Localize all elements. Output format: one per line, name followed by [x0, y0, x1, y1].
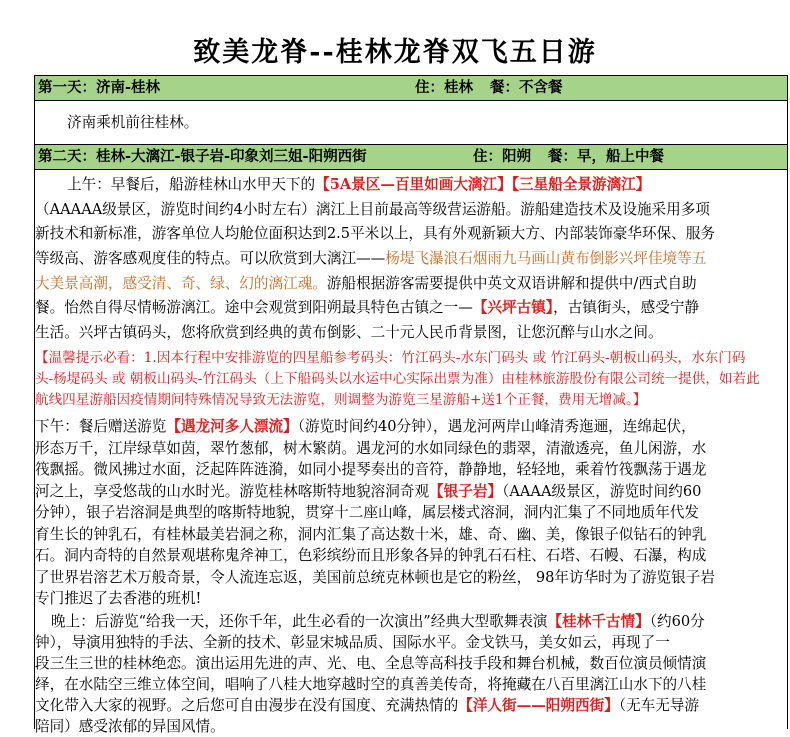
highlight-three-star-cruise: 【三星船全景游漓江】: [511, 176, 651, 193]
warning-line-2: 头-杨堤码头 或 朝板山码头-竹江码头（上下船码头以水运中心实际出票为准）由桂林旅游股份有限公司统一提供，如若此: [35, 371, 760, 387]
evening-line-5-text: 文化带入大家的视野。之后您可自由漫步在没有国度、充满热情的: [35, 697, 459, 714]
highlight-yulong-rafting: 【遇龙河多人漂流】: [166, 418, 298, 435]
morning-line-6-text: 餐。怡然自得尽情畅游漓江。途中会观赏到阳朔最具特色古镇之一—: [35, 299, 473, 316]
highlight-guilin-show: 【桂林千古情】: [547, 613, 650, 630]
evening-line-4: 绎，在水陆空三维立体空间，唱响了八桂大地穿越时空的真善美传奇，将掩藏在八百里漓江山水下的八桂: [35, 676, 707, 693]
evening-line-1: [51, 611, 705, 632]
day2-meals: 餐：早，船上中餐: [548, 149, 664, 165]
morning-line-4-text: 等级高、游客感观度佳的特点。可以欣赏到大漓江——: [35, 250, 386, 267]
afternoon-line-1: [35, 416, 696, 437]
evening-line-5: [35, 695, 699, 716]
afternoon-line-5: 分钟），银子岩溶洞是典型的喀斯特地貌，贯穿十二座山峰，属层楼式溶洞，洞内汇集了不同地质年代发: [35, 504, 700, 521]
evening-intro: 晚上：后游览“给我一天，还你千年，此生必看的一次演出”经典大型歌舞表演: [51, 613, 548, 630]
scenic-highlights-end: 大美景高潮，感受清、奇、绿、幻的漓江魂。: [35, 275, 327, 292]
morning-line-2: （AAAAA级景区，游览时间约4小时左右）漓江上目前最高等级营运游船。游船建造技术及设施采用多项: [35, 201, 710, 218]
morning-line-5-text: 游船根据游客需要提供中英文双语讲解和提供中/西式自助: [326, 275, 697, 292]
highlight-silver-cave: 【银子岩】: [429, 483, 503, 500]
day1-stay: 住：桂林: [415, 80, 473, 96]
highlight-xingping: 【兴坪古镇】: [472, 299, 554, 316]
warning-line-3: 航线四星游船因疫情期间特殊情况导致无法游览，则调整为游览三星游船+送1个正餐，费用无增减。】: [35, 392, 647, 408]
afternoon-line-8: 了世界岩溶艺术万般奇景，令人流连忘返，美国前总统克林顿也是它的粉丝， 98年访华时为了游览银子岩: [35, 569, 715, 586]
afternoon-line-9: 专门推迟了去香港的班机!: [35, 590, 202, 607]
highlight-west-street: 【洋人街——阳朔西街】: [458, 697, 619, 714]
afternoon-line-4: [35, 481, 701, 502]
afternoon-line-2: 形态万千，江岸绿草如茵，翠竹葱郁，树木繁荫。遇龙河的水如同绿色的翡翠，清澈透亮，鱼儿闲游，水: [35, 440, 707, 457]
evening-line-2: 钟），导演用独特的手法、全新的技术、彰显宋城品质、国际水平。金戈铁马，美女如云，再现了一: [35, 634, 670, 651]
day1-header: [35, 76, 787, 101]
evening-line-1-tail: （约60分: [649, 613, 705, 630]
day2-header: [35, 145, 787, 170]
day2-title: 第二天：桂林-大漓江-银子岩-印象刘三姐-阳朔西街: [38, 149, 367, 165]
afternoon-line-6: 育生长的钟乳石，有桂林最美岩洞之称，洞内汇集了高达数十米，雄、奇、幽、美，像银子似钻石的钟乳: [35, 526, 707, 543]
afternoon-line-3: 筏飘摇。微风拂过水面，泛起阵阵涟漪，如同小提琴奏出的音符，静静地，轻轻地，乘着竹筏飘荡于遇龙: [35, 461, 707, 478]
morning-line-1: [67, 174, 650, 195]
afternoon-line-4-text: 河之上，享受悠哉的山水时光。游览桂林喀斯特地貌溶洞奇观: [35, 483, 430, 500]
afternoon-line-7: 石。洞内奇特的自然景观堪称鬼斧神工，色彩缤纷而且形象各异的钟乳石石柱、石塔、石幔、石瀑，构成: [35, 547, 707, 564]
afternoon-line-1-tail: （游览时间约40分钟），遇龙河两岸山峰清秀迤逦，连绵起伏，: [297, 418, 696, 435]
day1-meals: 餐：不含餐: [490, 80, 563, 96]
evening-line-3: 段三生三世的桂林绝恋。演出运用先进的声、光、电、全息等高科技手段和舞台机械，数百位演员倾情演: [35, 655, 707, 672]
day2-body: [35, 170, 787, 735]
scenic-highlights: 杨堤飞瀑浪石烟雨九马画山黄布倒影兴坪佳境等五: [385, 250, 707, 267]
day2-stay: 住：阳朔: [473, 149, 531, 165]
morning-intro: 上午：早餐后，船游桂林山水甲天下的: [67, 176, 316, 193]
day1-description: 济南乘机前往桂林。: [67, 114, 199, 131]
morning-line-6-tail: ，古镇街头，感受宁静: [553, 299, 700, 316]
morning-line-7: 生活。兴坪古镇码头，您将欣赏到经典的黄布倒影、二十元人民币背景图，让您沉醉与山水之间。: [35, 324, 663, 341]
afternoon-intro: 下午：餐后赠送游览: [35, 418, 167, 435]
afternoon-line-4-tail: （AAAA级景区，游览时间约60: [502, 483, 702, 500]
day1-description-row: [35, 101, 787, 145]
evening-line-6: 陪同）感受浓郁的异国风情。: [35, 718, 225, 735]
morning-line-3: 新技术和新标准，游客单位人均舱位面积达到2.5平米以上，具有外观新颖大方、内部装饰豪华环保、服务: [35, 225, 715, 242]
evening-line-5-tail: （无车无导游: [618, 697, 700, 714]
morning-line-5: [35, 273, 697, 294]
morning-line-6: [35, 297, 699, 318]
itinerary-table: [34, 75, 788, 735]
day1-title: 第一天：济南-桂林: [38, 80, 161, 96]
warning-line-1: 【温馨提示必看：1.因本行程中安排游览的四星船参考码头：竹江码头-水东门码头 或 竹江码头-朝板山码头，水东门码: [35, 350, 746, 366]
highlight-li-river: 【5A景区—百里如画大漓江】: [315, 176, 512, 193]
morning-line-4: [35, 248, 706, 269]
page-title: 致美龙脊--桂林龙脊双飞五日游: [193, 37, 597, 68]
